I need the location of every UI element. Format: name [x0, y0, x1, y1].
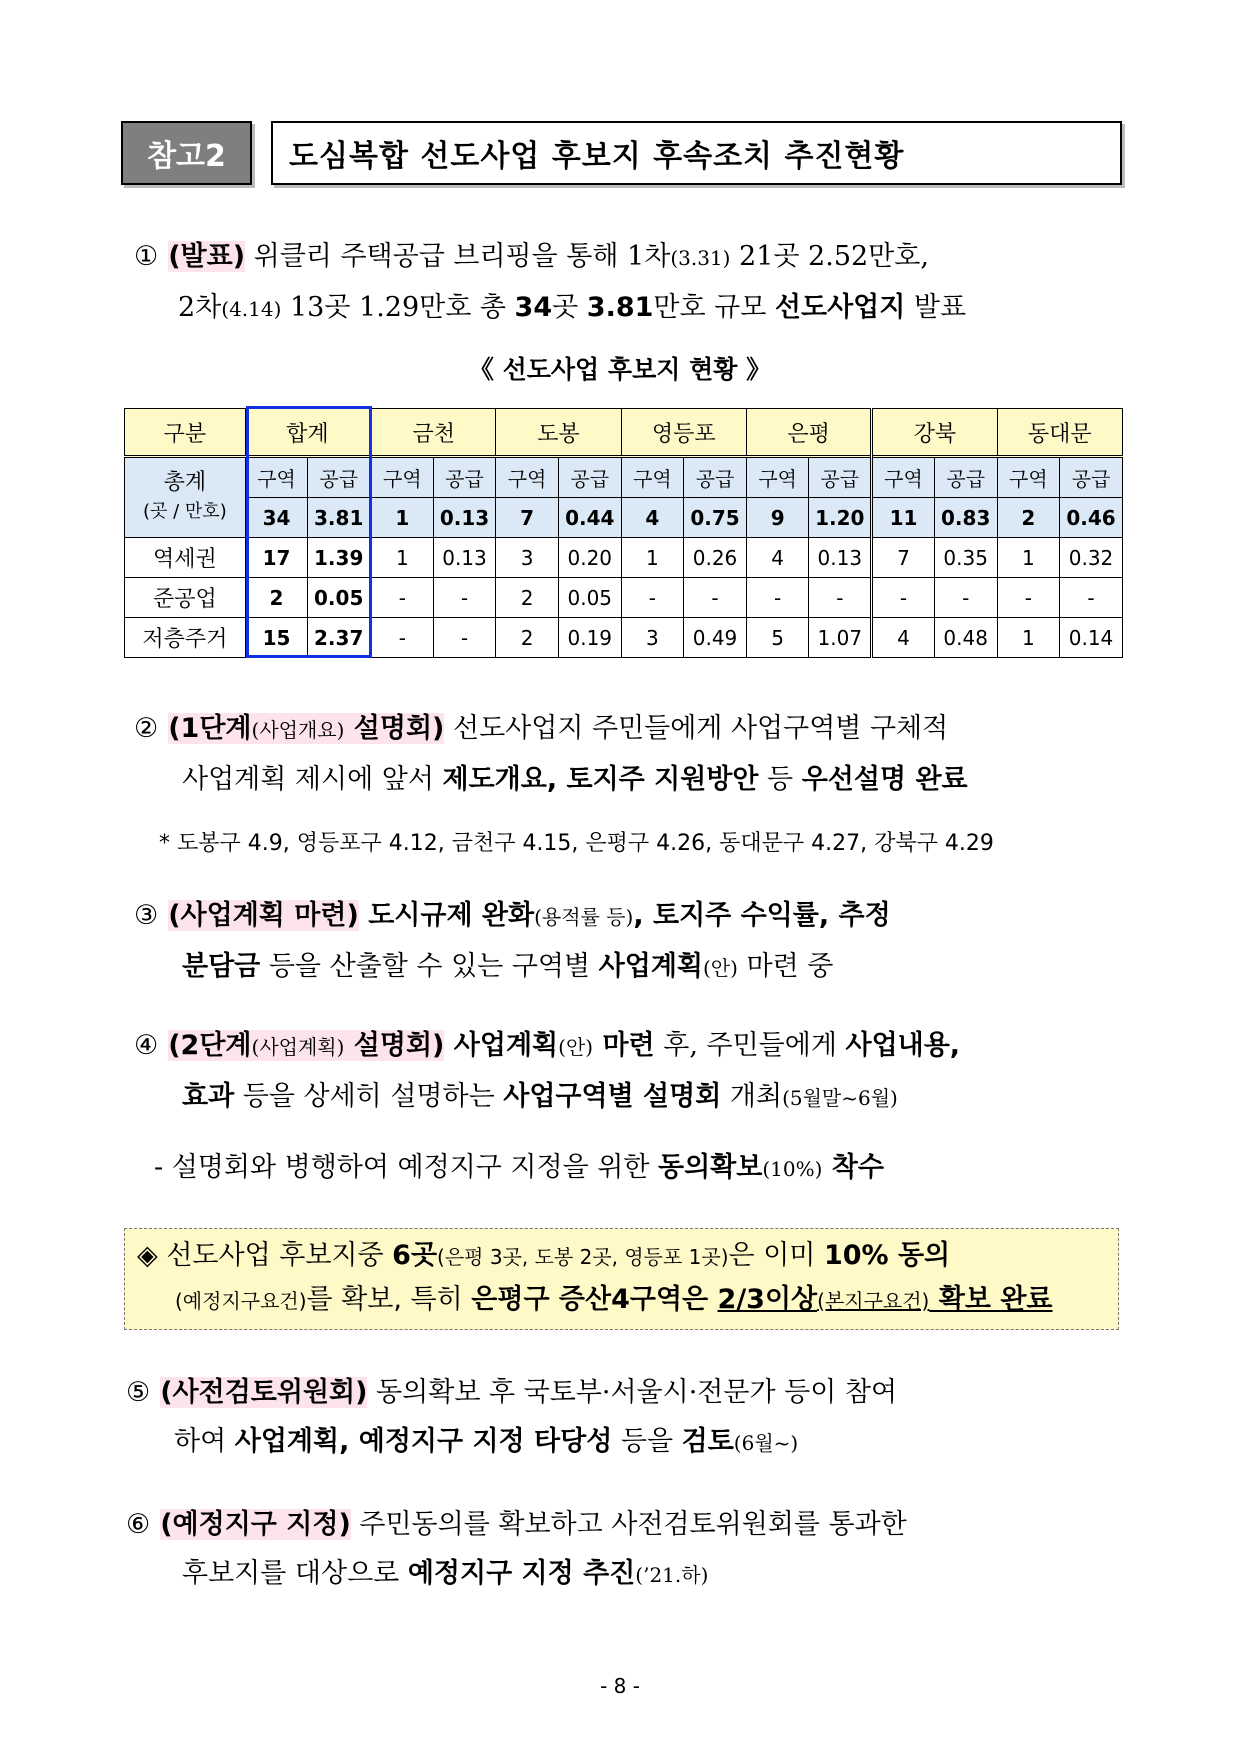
text: 선도사업 후보지중 — [157, 1240, 393, 1271]
row-label: 역세권 — [125, 538, 246, 578]
cell: 0.83 — [934, 498, 997, 538]
key: 설명회) — [344, 713, 445, 744]
cell: 1.39 — [308, 538, 371, 578]
callout-line-1 — [137, 1235, 950, 1278]
section-1-line-1 — [134, 232, 966, 283]
cell: 0.13 — [433, 538, 496, 578]
callout-box — [124, 1228, 1119, 1330]
total-unit: (곳 / 만호) — [143, 501, 227, 522]
cell: 2 — [997, 498, 1059, 538]
text: 발표 — [905, 292, 967, 323]
cell: 1 — [621, 538, 683, 578]
cell: 15 — [245, 618, 308, 658]
cell: 0.14 — [1060, 618, 1123, 658]
text-bold: 34 — [514, 292, 553, 323]
group-header: 은평 — [746, 409, 871, 457]
section-2-line-1 — [134, 704, 968, 755]
cell: 7 — [496, 498, 558, 538]
page-title: 도심복합 선도사업 후보지 후속조치 추진현황 — [271, 121, 1122, 185]
cell: 0.49 — [684, 618, 747, 658]
text: 은 이미 — [728, 1240, 824, 1271]
text-small: (용적률 등) — [534, 905, 634, 929]
key: (1단계 — [168, 713, 252, 744]
cell: 3 — [621, 618, 683, 658]
text: 주민동의를 확보하고 사전검토위원회를 통과한 — [350, 1509, 907, 1540]
text-bold-underline: 확보 완료 — [929, 1284, 1053, 1315]
sub-header: 구역 — [746, 457, 808, 498]
text-bold: 3.81 — [586, 292, 654, 323]
group-header: 동대문 — [997, 409, 1122, 457]
sub-header: 공급 — [1060, 457, 1123, 498]
text-bold: 선도사업지 — [774, 292, 906, 323]
text: 개최 — [721, 1081, 783, 1112]
total-label — [125, 457, 246, 538]
text-bold: 도시규제 완화 — [358, 900, 535, 931]
text-bold-underline: 2/3이상 — [717, 1284, 818, 1315]
key-announce: (발표) — [168, 241, 246, 272]
cell: - — [997, 578, 1059, 618]
row-label: 준공업 — [125, 578, 246, 618]
section-3-line-1 — [134, 891, 891, 942]
candidate-table — [124, 408, 1123, 658]
text-small: (’21.하) — [635, 1563, 709, 1587]
text-small: (안) — [558, 1035, 594, 1059]
cell: 0.35 — [934, 538, 997, 578]
text-bold: 사업계획 — [444, 1030, 559, 1061]
sub-header: 구역 — [997, 457, 1059, 498]
sub-header: 공급 — [433, 457, 496, 498]
section-4-line-2 — [134, 1072, 960, 1123]
cell: - — [371, 578, 433, 618]
key: (사업계획 마련) — [168, 900, 359, 931]
text: 등 — [758, 764, 802, 795]
group-header: 금천 — [371, 409, 496, 457]
cell: - — [621, 578, 683, 618]
text-bold: 사업내용, — [845, 1030, 961, 1061]
section-4-line-1 — [134, 1021, 960, 1072]
cell: 4 — [621, 498, 683, 538]
text: - 설명회와 병행하여 예정지구 지정을 위한 — [154, 1152, 659, 1183]
header-label: 구분 — [125, 409, 246, 457]
cell: - — [1060, 578, 1123, 618]
text-bold: 착수 — [822, 1152, 884, 1183]
sub-header: 구역 — [621, 457, 683, 498]
cell: 0.05 — [558, 578, 621, 618]
text: 위클리 주택공급 브리핑을 통해 1차 — [245, 241, 671, 272]
text: 등을 상세히 설명하는 — [234, 1081, 504, 1112]
text-bold: 우선설명 완료 — [801, 764, 968, 795]
cell: 1.20 — [809, 498, 872, 538]
table-caption: 《 선도사업 후보지 현황 》 — [468, 355, 772, 384]
text-bold: 은평구 증산4구역은 — [471, 1284, 718, 1315]
section-6-line-1 — [126, 1500, 907, 1549]
text: 마련 중 — [737, 951, 834, 982]
text: 동의확보 후 국토부·서울시·전문가 등이 참여 — [367, 1377, 898, 1408]
cell: - — [371, 618, 433, 658]
bullet-2: ② — [134, 713, 159, 744]
cell: 1 — [371, 498, 433, 538]
cell: 3.81 — [308, 498, 371, 538]
cell: 4 — [872, 618, 935, 658]
text: 등을 — [612, 1426, 682, 1457]
text-bold: 제도개요, 토지주 지원방안 — [442, 764, 759, 795]
group-header: 강북 — [872, 409, 997, 457]
section-2-line-2 — [134, 755, 968, 804]
cell: 0.48 — [934, 618, 997, 658]
cell: 0.75 — [684, 498, 747, 538]
table-row — [125, 618, 1123, 658]
text-bold: 마련 — [593, 1030, 655, 1061]
section-3-line-2 — [134, 942, 891, 993]
text: 곳 — [552, 292, 587, 323]
text: 선도사업지 주민들에게 사업구역별 구체적 — [444, 713, 949, 744]
text-small: (6월~) — [733, 1431, 799, 1455]
cell: 0.20 — [558, 538, 621, 578]
section-1 — [134, 232, 966, 334]
cell: 1 — [997, 618, 1059, 658]
row-label: 저층주거 — [125, 618, 246, 658]
callout-line-2 — [175, 1279, 1053, 1322]
sub-header: 구역 — [872, 457, 935, 498]
sub-header: 공급 — [934, 457, 997, 498]
section-1-line-2 — [134, 283, 966, 334]
total-label-text: 총계 — [163, 470, 207, 495]
cell: 0.13 — [433, 498, 496, 538]
text: 사업계획 제시에 앞서 — [182, 764, 443, 795]
page-number: - 8 - — [600, 1674, 640, 1698]
sub-header: 구역 — [245, 457, 308, 498]
text: 2차 — [178, 292, 222, 323]
sub-header: 공급 — [558, 457, 621, 498]
cell: 2 — [496, 618, 558, 658]
text-bold: 동의확보 — [658, 1152, 763, 1183]
table-row — [125, 578, 1123, 618]
text: 21곳 2.52만호, — [730, 241, 929, 272]
cell: - — [809, 578, 872, 618]
cell: - — [433, 578, 496, 618]
cell: 2.37 — [308, 618, 371, 658]
section-5-line-1 — [126, 1368, 897, 1417]
group-header: 영등포 — [621, 409, 746, 457]
text: 만호 규모 — [653, 292, 775, 323]
text-bold: 6곳 — [392, 1240, 438, 1271]
section-4 — [134, 1021, 960, 1194]
text: 하여 — [174, 1426, 235, 1457]
cell: 2 — [245, 578, 308, 618]
sub-header: 공급 — [308, 457, 371, 498]
text-bold: 분담금 — [182, 951, 261, 982]
cell: 0.19 — [558, 618, 621, 658]
table-header-row — [125, 409, 1123, 457]
text-small: (3.31) — [670, 246, 731, 270]
sub-header: 공급 — [809, 457, 872, 498]
cell: 1.07 — [809, 618, 872, 658]
key: (사전검토위원회) — [160, 1377, 368, 1408]
cell: 2 — [496, 578, 558, 618]
bullet-5: ⑤ — [126, 1377, 151, 1408]
group-header: 도봉 — [496, 409, 621, 457]
key-small: (사업개요) — [251, 718, 345, 742]
cell: 0.32 — [1060, 538, 1123, 578]
reference-tag: 참고2 — [121, 121, 252, 185]
text-small: (예정지구요건) — [175, 1289, 307, 1313]
key: (2단계 — [168, 1030, 252, 1061]
key: 설명회) — [344, 1030, 445, 1061]
section-4-line-3 — [134, 1143, 960, 1194]
text-bold: , 토지주 수익률, 추정 — [633, 900, 891, 931]
sub-header: 구역 — [496, 457, 558, 498]
cell: 3 — [496, 538, 558, 578]
text: 후, 주민들에게 — [654, 1030, 846, 1061]
table-subheader-row — [125, 457, 1123, 498]
key-small: (사업계획) — [251, 1035, 345, 1059]
section-3 — [134, 891, 891, 993]
cell: 0.13 — [809, 538, 872, 578]
cell: 1 — [997, 538, 1059, 578]
text-bold: 검토 — [681, 1426, 734, 1457]
key: (예정지구 지정) — [160, 1509, 351, 1540]
cell: 9 — [746, 498, 808, 538]
text: 등을 산출할 수 있는 구역별 — [260, 951, 599, 982]
cell: - — [684, 578, 747, 618]
cell: - — [934, 578, 997, 618]
sub-header: 공급 — [684, 457, 747, 498]
text-small: (10%) — [762, 1157, 823, 1181]
text-small: (5월말~6월) — [782, 1086, 898, 1110]
text-bold: 예정지구 지정 추진 — [407, 1558, 636, 1589]
cell: 0.05 — [308, 578, 371, 618]
text-bold: 사업계획 — [598, 951, 703, 982]
text-small-underline: (본지구요건) — [817, 1289, 930, 1313]
cell: 5 — [746, 618, 808, 658]
text-small: (은평 3곳, 도봉 2곳, 영등포 1곳) — [437, 1245, 729, 1269]
cell: 17 — [245, 538, 308, 578]
cell: 0.26 — [684, 538, 747, 578]
cell: 4 — [746, 538, 808, 578]
bullet-6: ⑥ — [126, 1509, 151, 1540]
cell: 1 — [371, 538, 433, 578]
section-2 — [134, 704, 968, 804]
footnote: * 도봉구 4.9, 영등포구 4.12, 금천구 4.15, 은평구 4.26, 동대문구 4.27, 강북구 4.29 — [159, 831, 994, 856]
cell: - — [872, 578, 935, 618]
text-small: (4.14) — [221, 297, 282, 321]
bullet-1: ① — [134, 241, 159, 272]
cell: 0.46 — [1060, 498, 1123, 538]
diamond-icon: ◈ — [137, 1240, 158, 1271]
cell: - — [433, 618, 496, 658]
text-bold: 사업계획, 예정지구 지정 타당성 — [234, 1426, 613, 1457]
text: 후보지를 대상으로 — [182, 1558, 408, 1589]
bullet-3: ③ — [134, 900, 159, 931]
group-header: 합계 — [245, 409, 370, 457]
section-6-line-2 — [126, 1549, 907, 1600]
text: 13곳 1.29만호 총 — [281, 292, 515, 323]
table-row — [125, 538, 1123, 578]
text-bold: 효과 — [182, 1081, 235, 1112]
cell: 0.44 — [558, 498, 621, 538]
section-5-line-2 — [126, 1417, 897, 1468]
sub-header: 구역 — [371, 457, 433, 498]
cell: - — [746, 578, 808, 618]
cell: 34 — [245, 498, 308, 538]
table-row-total — [125, 498, 1123, 538]
section-5 — [126, 1368, 897, 1468]
section-6 — [126, 1500, 907, 1600]
cell: 7 — [872, 538, 935, 578]
text-bold: 10% 동의 — [823, 1240, 951, 1271]
bullet-4: ④ — [134, 1030, 159, 1061]
text-small: (안) — [702, 956, 738, 980]
text: 를 확보, 특히 — [306, 1284, 472, 1315]
text-bold: 사업구역별 설명회 — [503, 1081, 722, 1112]
cell: 11 — [872, 498, 935, 538]
